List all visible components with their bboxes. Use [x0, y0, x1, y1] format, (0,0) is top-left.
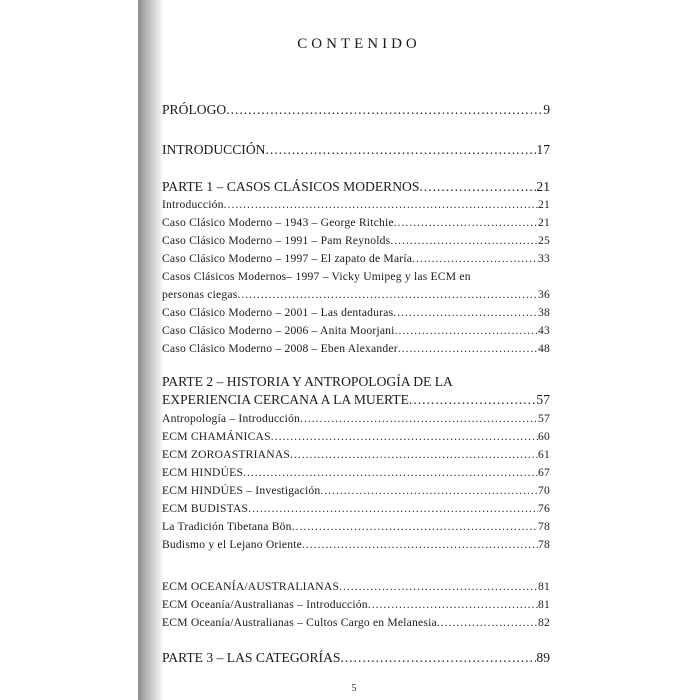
toc-entry-zoroastrianas[interactable] — [162, 448, 550, 461]
toc-entry-label: ECM CHAMÁNICAS — [162, 430, 271, 443]
toc-entry-parte-1-introduccion[interactable] — [162, 198, 550, 211]
toc-entry-page: 78 — [538, 538, 550, 551]
toc-entry-umipeg-line1[interactable]: Casos Clásicos Modernos– 1997 – Vicky Umipeg y las ECM en — [162, 270, 471, 283]
toc-leader-dots — [320, 484, 538, 497]
toc-leader-dots — [243, 466, 538, 479]
toc-leader-dots — [368, 598, 538, 611]
toc-entry-page: 81 — [538, 598, 550, 611]
toc-entry-page: 9 — [543, 102, 550, 117]
toc-entry-parte-1[interactable] — [162, 179, 550, 195]
toc-entry-page: 38 — [538, 306, 550, 319]
toc-entry-page: 76 — [538, 502, 550, 515]
toc-leader-dots — [292, 520, 538, 533]
toc-leader-dots — [271, 430, 538, 443]
toc-leader-dots — [237, 288, 538, 301]
toc-entry-label: Introducción — [162, 198, 224, 211]
toc-entry-hindues[interactable] — [162, 466, 550, 479]
toc-entry-label: Caso Clásico Moderno – 1991 – Pam Reynolds — [162, 234, 391, 247]
page-number: 5 — [351, 683, 357, 694]
toc-entry-label: personas ciegas — [162, 288, 238, 301]
toc-entry-chamanicas[interactable] — [162, 430, 550, 443]
toc-entry-page: 67 — [538, 466, 550, 479]
toc-entry-label: PARTE 1 – CASOS CLÁSICOS MODERNOS — [162, 179, 420, 194]
toc-entry-oceania-introduccion[interactable] — [162, 598, 550, 611]
toc-entry-page: 36 — [538, 288, 550, 301]
toc-entry-page: 21 — [538, 198, 550, 211]
toc-leader-dots — [395, 324, 538, 337]
toc-entry-page: 89 — [536, 650, 550, 665]
toc-leader-dots — [390, 234, 538, 247]
toc-leader-dots — [290, 448, 538, 461]
toc-entry-page: 61 — [538, 448, 550, 461]
toc-entry-parte-2-line1[interactable]: PARTE 2 – HISTORIA Y ANTROPOLOGÍA DE LA — [162, 374, 453, 389]
toc-entry-label: Caso Clásico Moderno – 2008 – Eben Alexander — [162, 342, 398, 355]
toc-entry-alexander[interactable] — [162, 342, 550, 355]
toc-entry-label: ECM ZOROASTRIANAS — [162, 448, 291, 461]
toc-leader-dots — [409, 392, 536, 408]
toc-entry-page: 57 — [538, 412, 550, 425]
toc-entry-label: ECM OCEANÍA/AUSTRALIANAS — [162, 580, 340, 593]
toc-entry-label: Caso Clásico Moderno – 1997 – El zapato de María — [162, 252, 413, 265]
toc-leader-dots — [226, 102, 543, 118]
toc-entry-page: 60 — [538, 430, 550, 443]
toc-leader-dots — [394, 216, 538, 229]
toc-entry-prologo[interactable] — [162, 102, 550, 118]
toc-entry-zapato-maria[interactable] — [162, 252, 550, 265]
toc-entry-moorjani[interactable] — [162, 324, 550, 337]
toc-entry-antropologia[interactable] — [162, 412, 550, 425]
toc-entry-label: ECM HINDÚES – Investigación — [162, 484, 321, 497]
toc-entry-page: 17 — [536, 142, 550, 157]
toc-leader-dots — [265, 142, 536, 158]
toc-entry-parte-2[interactable] — [162, 392, 550, 408]
toc-leader-dots — [302, 538, 538, 551]
page-title: CONTENIDO — [297, 36, 421, 52]
toc-entry-dentaduras[interactable] — [162, 306, 550, 319]
toc-entry-page: 48 — [538, 342, 550, 355]
toc-leader-dots — [419, 179, 536, 195]
toc-entry-page: 70 — [538, 484, 550, 497]
toc-entry-label: La Tradición Tibetana Bön — [162, 520, 292, 533]
toc-entry-label: ECM Oceanía/Australianas – Cultos Cargo en Melanesia — [162, 616, 437, 629]
toc-leader-dots — [340, 650, 536, 666]
toc-entry-ritchie[interactable] — [162, 216, 550, 229]
toc-entry-introduccion[interactable] — [162, 142, 550, 158]
toc-entry-label: PARTE 3 – LAS CATEGORÍAS — [162, 650, 341, 665]
toc-entry-parte-3[interactable] — [162, 650, 550, 666]
toc-leader-dots — [398, 342, 538, 355]
toc-entry-page: 33 — [538, 252, 550, 265]
toc-entry-tibetana-bon[interactable] — [162, 520, 550, 533]
toc-leader-dots — [300, 412, 538, 425]
toc-entry-page: 81 — [538, 580, 550, 593]
toc-entry-label: Caso Clásico Moderno – 2006 – Anita Moorjani — [162, 324, 395, 337]
toc-entry-umipeg[interactable] — [162, 288, 550, 301]
toc-leader-dots — [412, 252, 538, 265]
toc-leader-dots — [437, 616, 538, 629]
toc-entry-page: 21 — [536, 179, 550, 194]
page-gutter-shadow — [138, 0, 164, 700]
toc-entry-label: Caso Clásico Moderno – 1943 – George Ritchie — [162, 216, 394, 229]
toc-entry-page: 25 — [538, 234, 550, 247]
toc-entry-cultos-cargo[interactable] — [162, 616, 550, 629]
toc-entry-label: Caso Clásico Moderno – 2001 – Las dentaduras — [162, 306, 394, 319]
toc-leader-dots — [248, 502, 538, 515]
toc-entry-label: EXPERIENCIA CERCANA A LA MUERTE — [162, 392, 409, 407]
toc-leader-dots — [224, 198, 538, 211]
toc-entry-oceania[interactable] — [162, 580, 550, 593]
toc-entry-page: 82 — [538, 616, 550, 629]
toc-entry-label: ECM HINDÚES — [162, 466, 244, 479]
toc-entry-label: PRÓLOGO — [162, 102, 227, 117]
toc-entry-budistas[interactable] — [162, 502, 550, 515]
toc-entry-label: ECM Oceanía/Australianas – Introducción — [162, 598, 368, 611]
toc-leader-dots — [339, 580, 538, 593]
toc-entry-label: INTRODUCCIÓN — [162, 142, 266, 157]
toc-entry-hindues-investigacion[interactable] — [162, 484, 550, 497]
toc-entry-reynolds[interactable] — [162, 234, 550, 247]
toc-entry-label: ECM BUDISTAS — [162, 502, 249, 515]
toc-entry-page: 78 — [538, 520, 550, 533]
toc-entry-budismo-oriente[interactable] — [162, 538, 550, 551]
toc-entry-label: Budismo y el Lejano Oriente — [162, 538, 302, 551]
toc-leader-dots — [393, 306, 538, 319]
toc-entry-page: 43 — [538, 324, 550, 337]
toc-entry-label: Antropología – Introducción — [162, 412, 301, 425]
toc-entry-page: 21 — [538, 216, 550, 229]
toc-entry-page: 57 — [536, 392, 550, 407]
